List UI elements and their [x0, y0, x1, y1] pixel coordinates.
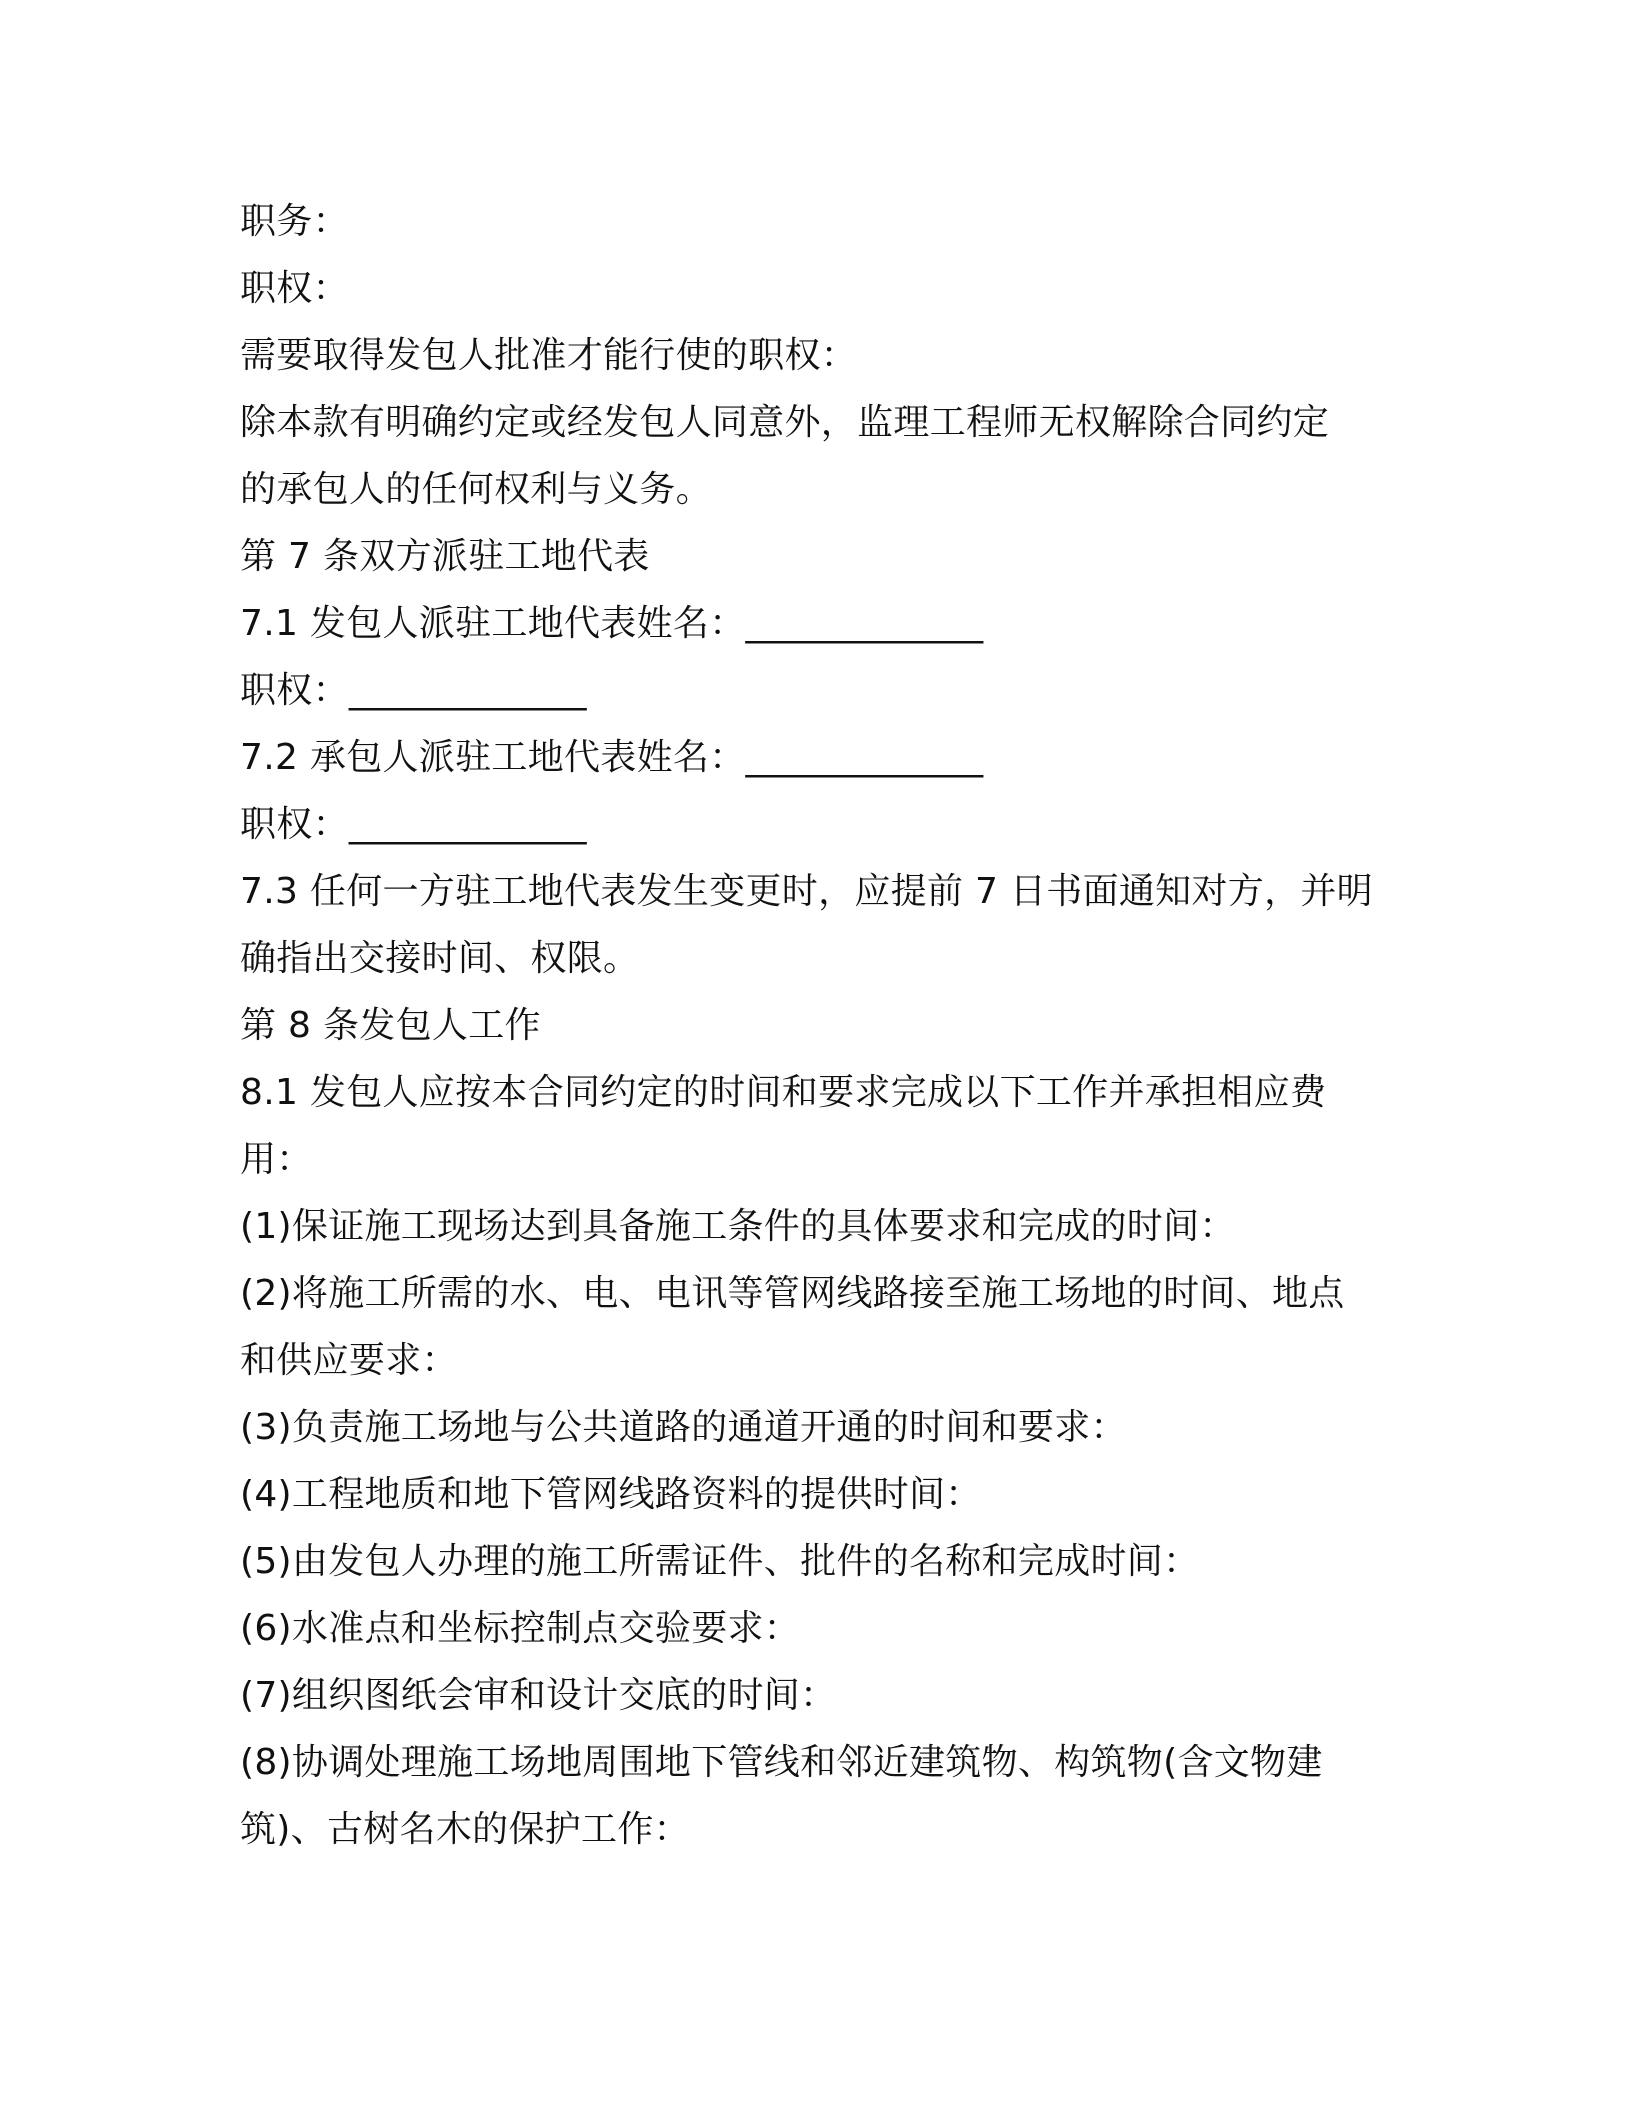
text-line-paragraph: 的承包人的任何权利与义务。 [240, 469, 712, 510]
text-line-clause-7-3-cont: 确指出交接时间、权限。 [240, 938, 640, 979]
list-item-5: (5)由发包人办理的施工所需证件、批件的名称和完成时间： [240, 1541, 1200, 1582]
text-line-authority: 职权： [240, 268, 349, 309]
text-line-clause-8-1-cont: 用： [240, 1139, 313, 1180]
text-line-paragraph: 除本款有明确约定或经发包人同意外，监理工程师无权解除合同约定 [240, 402, 1330, 443]
text-line-approval-authority: 需要取得发包人批准才能行使的职权： [240, 335, 858, 376]
text-line-position: 职务： [240, 201, 349, 242]
list-item-8: (8)协调处理施工场地周围地下管线和邻近建筑物、构筑物(含文物建 [240, 1742, 1323, 1783]
list-item-4: (4)工程地质和地下管网线路资料的提供时间： [240, 1474, 982, 1515]
document-page [240, 188, 1400, 1863]
text-line-authority-blank: 职权：_____________ [240, 670, 587, 711]
text-line-clause-7-3: 7.3 任何一方驻工地代表发生变更时，应提前 7 日书面通知对方，并明 [240, 871, 1373, 912]
list-item-2: (2)将施工所需的水、电、电讯等管网线路接至施工场地的时间、地点 [240, 1273, 1345, 1314]
list-item-1: (1)保证施工现场达到具备施工条件的具体要求和完成的时间： [240, 1206, 1236, 1247]
section-heading-article-8: 第 8 条发包人工作 [240, 1005, 541, 1046]
list-item-2-cont: 和供应要求： [240, 1340, 458, 1381]
text-line-authority-blank: 职权：_____________ [240, 804, 587, 845]
list-item-6: (6)水准点和坐标控制点交验要求： [240, 1608, 801, 1649]
list-item-3: (3)负责施工场地与公共道路的通道开通的时间和要求： [240, 1407, 1127, 1448]
list-item-7: (7)组织图纸会审和设计交底的时间： [240, 1675, 837, 1716]
text-line-clause-8-1: 8.1 发包人应按本合同约定的时间和要求完成以下工作并承担相应费 [240, 1072, 1327, 1113]
section-heading-article-7: 第 7 条双方派驻工地代表 [240, 536, 650, 577]
text-line-clause-7-1: 7.1 发包人派驻工地代表姓名：_____________ [240, 603, 984, 644]
text-line-clause-7-2: 7.2 承包人派驻工地代表姓名：_____________ [240, 737, 984, 778]
list-item-8-cont: 筑)、古树名木的保护工作： [240, 1809, 690, 1850]
